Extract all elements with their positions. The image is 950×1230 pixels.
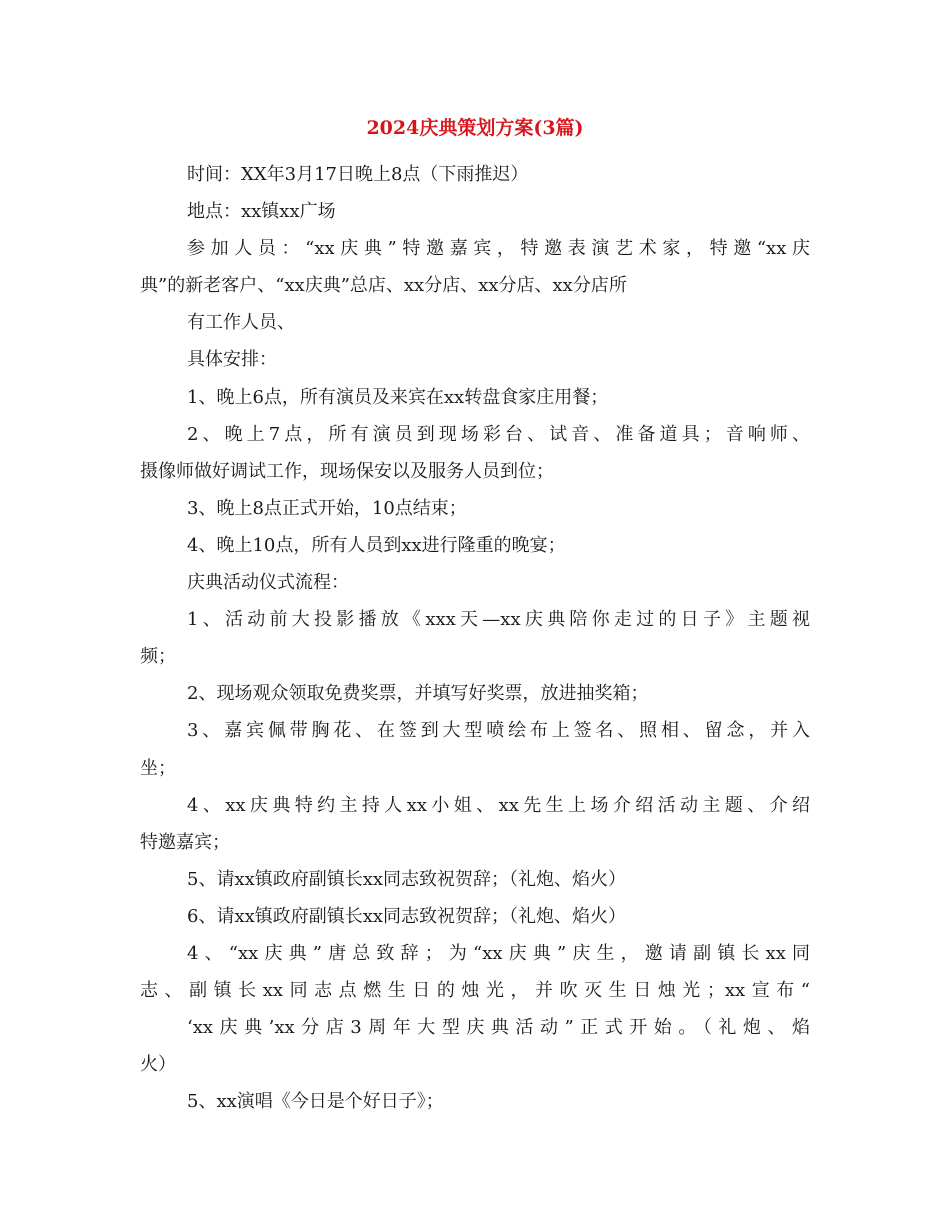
ceremony-item-7-line-3: ‘xx庆典’xx分店3周年大型庆典活动”正式开始。（礼炮、焰 <box>187 1017 810 1039</box>
participants-line-3: 有工作人员、 <box>187 312 295 334</box>
ceremony-item-4-line-1: 4、xx庆典特约主持人xx小姐、xx先生上场介绍活动主题、介绍 <box>187 794 810 816</box>
schedule-heading: 具体安排： <box>187 349 277 371</box>
ceremony-item-5: 5、请xx镇政府副镇长xx同志致祝贺辞；（礼炮、焰火） <box>187 868 627 890</box>
ceremony-item-7-line-2: 志、副镇长xx同志点燃生日的烛光，并吹灭生日烛光；xx宣布“ <box>140 980 810 1002</box>
schedule-item-2-line-2: 摄像师做好调试工作，现场保安以及服务人员到位； <box>140 460 554 482</box>
participants-line-2: 典”的新老客户、“xx庆典”总店、xx分店、xx分店、xx分店所 <box>140 275 627 297</box>
schedule-item-4: 4、晚上10点，所有人员到xx进行隆重的晚宴； <box>187 534 566 556</box>
ceremony-item-7-line-4: 火） <box>140 1054 176 1076</box>
schedule-item-3: 3、晚上8点正式开始，10点结束； <box>187 497 467 519</box>
ceremony-item-4-line-2: 特邀嘉宾； <box>140 831 230 853</box>
ceremony-heading: 庆典活动仪式流程： <box>187 572 349 594</box>
schedule-item-1: 1、晚上6点，所有演员及来宾在xx转盘食家庄用餐； <box>187 386 609 408</box>
participants-line-1: 参加人员：“xx庆典”特邀嘉宾，特邀表演艺术家，特邀“xx庆 <box>187 238 810 260</box>
schedule-item-2-line-1: 2、晚上7点，所有演员到现场彩台、试音、准备道具；音响师、 <box>187 423 810 445</box>
time-line: 时间：XX年3月17日晚上8点（下雨推迟） <box>187 164 529 185</box>
document-body <box>140 156 810 1120</box>
ceremony-item-7-line-1: 4、“xx庆典”唐总致辞；为“xx庆典”庆生，邀请副镇长xx同 <box>187 942 810 964</box>
document-title: 2024庆典策划方案(3篇) <box>366 117 584 139</box>
ceremony-item-3-line-2: 坐； <box>140 757 176 779</box>
ceremony-item-3-line-1: 3、嘉宾佩带胸花、在签到大型喷绘布上签名、照相、留念，并入 <box>187 720 810 742</box>
ceremony-item-1-line-1: 1、活动前大投影播放《xxx天—xx庆典陪你走过的日子》主题视 <box>187 609 810 631</box>
ceremony-item-8: 5、xx演唱《今日是个好日子》； <box>187 1091 444 1113</box>
ceremony-item-2: 2、现场观众领取免费奖票，并填写好奖票，放进抽奖箱； <box>187 683 649 705</box>
ceremony-item-6: 6、请xx镇政府副镇长xx同志致祝贺辞；（礼炮、焰火） <box>187 905 627 927</box>
ceremony-item-1-line-2: 频； <box>140 646 176 668</box>
location-line: 地点：xx镇xx广场 <box>187 201 336 223</box>
